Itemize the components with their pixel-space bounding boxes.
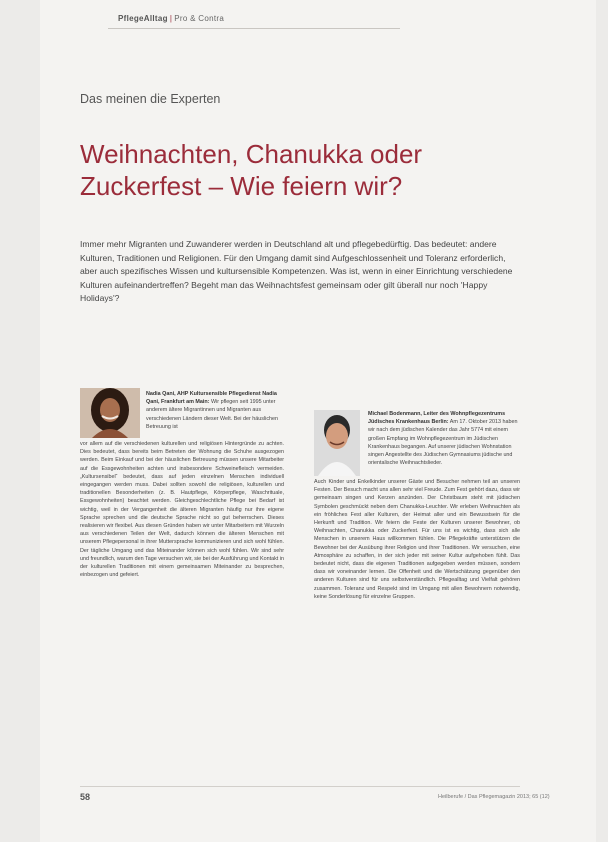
expert2-portrait-image	[314, 410, 360, 476]
section-header	[118, 14, 224, 23]
header-separator: |	[169, 14, 173, 23]
expert1-text-top: Wir pflegen seit 1995 unter anderem ältere Migrantinnen und Migranten aus verschiedenen Ländern dieser Welt. Bei der häuslichen Betreuung ist	[146, 399, 279, 430]
expert1-photo	[80, 388, 140, 438]
subsection-name: Pro & Contra	[174, 14, 225, 23]
expert1-intro	[146, 390, 284, 431]
expert2-body: Auch Kinder und Enkelkinder unserer Gäste und Besucher nehmen teil an unseren Festen. Der Besuch macht uns allen sehr viel Freude. Zum Fest gehört dazu, dass wir gemeinsam singen und Kerzen anzünden. Der Christbaum steht mit jüdischen Symbolen geschmückt neben dem Chanukka-Leuchter. Wir erleben Weihnachten als ein fröhliches Fest aller Kulturen, der Heimat aller und ein Bewusstsein für die Herkunft und Tradition. Wir feiern die Feste der Kulturen unserer Bewohner, ob Weihnachten, Chanukka oder Zuckerfest. Für uns ist es wichtig, dass sich alle Menschen in unserem Haus willkommen fühlen. Die Pflegekräfte unterstützen die Bewohner bei der Ausübung ihrer Religion und ihrer Traditionen. Wir versuchen, eine Atmosphäre zu schaffen, in der sich jeder mit seiner Kultur aufgehoben fühlt. Das bedeutet nicht, dass die eigenen Traditionen aufgegeben werden müssen, sondern dass wir voneinander lernen. Die Offenheit und die Wertschätzung gegenüber den anderen Kulturen sind für uns selbstverständlich. Pflegealltag und Vielfalt gehören zusammen. Toleranz und Respekt sind im Umgang mit allen Bewohnern notwendig, keine Sonderlösung für einzelne Gruppen.	[314, 479, 520, 600]
expert2-intro	[368, 410, 520, 467]
title-line-1: Weihnachten, Chanukka oder	[80, 139, 423, 169]
section-name: PflegeAlltag	[118, 14, 168, 23]
footer-rule	[80, 786, 520, 787]
expert1-body: vor allem auf die verschiedenen kulturellen und religiösen Hintergründe zu achten. Dies bedeutet, dass bereits beim Betreten der Wohnung die Schuhe ausgezogen werden. Beim Einkauf und bei der häuslichen Betreuung müssen unsere Mitarbeiter auf die Essgewohnheiten achten und insbesondere Schweinefleisch vermeiden. „Kultursensibel“ bedeutet, dass auf jeden einzelnen Menschen individuell eingegangen werden muss. Dabei sollten sowohl die religiösen, kulturellen und traditionellen Besonderheiten (z. B. Hautpflege, Körperpflege, Waschrituale, Essgewohnheiten) beachtet werden. Gleichgeschlechtliche Pflege bei Bedarf ist wichtig, weil in der Vergangenheit die älteren Migranten häufig nur ihre eigene Sprache sprechen und die deutsche Sprache nicht so gut beherrschen. Dieses realisieren wir flexibel. Aus diesen Gründen haben wir unter Mitarbeitern mit Wurzeln aus verschiedenen Teilen der Welt, dadurch können die älteren Menschen mit unserem Pflegepersonal in ihrer Muttersprache kommunizieren und sich wohl fühlen. Der tägliche Umgang und das Miteinander können sich wohl fühlen. Wir sind sehr und freundlich, warum den Tage versuchen wir, sie bei der Ausführung und Kontakt in der kulturellen Traditionen mit einem gemeinsamen Miteinander zu besprechen, einbezogen und gefeiert.	[80, 441, 284, 579]
title-line-2: Zuckerfest – Wie feiern wir?	[80, 171, 403, 201]
expert2-name: Michael Bodenmann, Leiter des Wohnpflegezentrums Jüdisches Krankenhaus Berlin:	[368, 411, 506, 426]
expert2-photo	[314, 410, 360, 476]
intro-paragraph: Immer mehr Migranten und Zuwanderer werden in Deutschland alt und pflegebedürftig. Das bedeutet: andere Kulturen, Traditionen und Religionen. Für den Umgang damit sind Aufgeschlossenheit und Toleranz erforderlich, aber auch spezifisches Wissen und kultursensible Kompetenzen. Was ist, wenn in einer Einrichtung verschiedene Kulturen aufeinandertreffen? Begeht man das Weihnachtsfest gemeinsam oder gilt überall nur noch 'Happy Holidays'?	[80, 239, 513, 304]
expert2-text-top: Am 17. Oktober 2013 haben wir nach dem jüdischen Kalender das Jahr 5774 mit einem großen Empfang im Wohnpflegezentrum im Jüdischen Krankenhaus begangen. Auf unserer jüdischen Wohnstation singen Angestellte des Jüdischen Gymnasiums jüdische und orientalische Weihnachtslieder.	[368, 419, 518, 467]
page-number: 58	[80, 792, 91, 802]
expert1-name: Nadia Qani, AHP Kultursensible Pflegedienst Nadia Qani, Frankfurt am Main:	[146, 391, 277, 406]
publication-info: Heilberufe / Das Pflegemagazin 2013; 65 (12)	[438, 794, 550, 800]
header-rule	[108, 28, 400, 29]
article-title	[80, 138, 480, 202]
expert1-portrait-image	[80, 388, 140, 438]
kicker: Das meinen die Experten	[80, 92, 221, 106]
